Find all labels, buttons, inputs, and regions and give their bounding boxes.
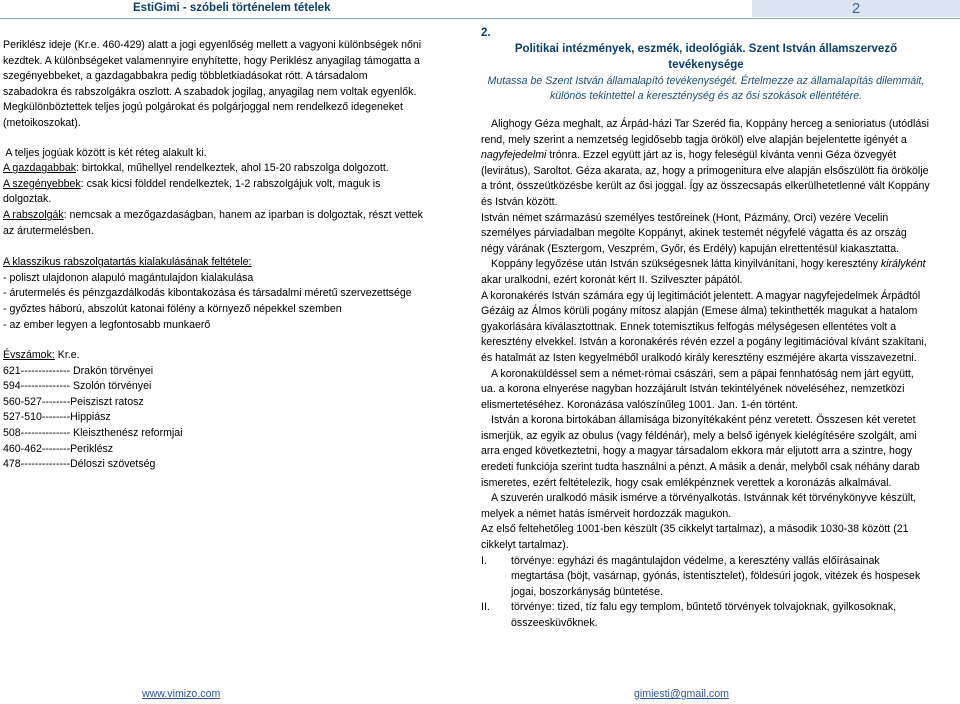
law-number: I. — [481, 554, 487, 567]
email-link[interactable]: gimiesti@gmail.com — [634, 688, 729, 700]
date-item: 621-------------- Drakón törvényei — [3, 364, 154, 377]
poor-text: : csak kicsi földdel rendelkeztek, 1-2 rabszolgájuk volt, maguk is dolgoztak. — [3, 177, 381, 206]
text-run: trónra. Ezzel együtt járt az is, hogy feleségül kívánta venni Géza özvegyét (levirátus), Saroltot. Géza akarata, az, hogy a primogenitura elve alapján elsőszülött fia örökölje a trónt, összeütközésbe került az ősi joggal. Így az összecsapás elkerülhetetlenné vált Koppány és István között. — [481, 149, 930, 208]
text-run-italic: királyként — [880, 258, 926, 271]
intro-paragraph: Periklész ideje (Kr.e. 460-429) alatt a jogi egyenlőség mellett a vagyoni különbségek nőni kezdtek. A különbségeket valamennyire enyhítette, hogy Periklész anyagilag támogatta a szegényebbeket, a gazdagabbakra pedig többletkiadásokat rótt. A társadalom szabadokra és rabszolgákra oszlott. A szabadok jogilag, anyagilag nem voltak egyenlők. Megkülönböztettek teljes jogú polgárokat és polgárjoggal nem rendelkező idegeneket (metoikoszokat). — [3, 39, 422, 129]
poor-paragraph — [3, 177, 423, 208]
condition-item: - az ember legyen a legfontosabb munkaerő — [3, 318, 211, 331]
rich-paragraph — [3, 161, 423, 177]
header-rule — [0, 18, 960, 19]
dates-label: Évszámok: — [3, 349, 55, 362]
body-paragraph — [481, 117, 931, 211]
spacer — [3, 132, 423, 146]
text-run-italic: nagyfejedelmi — [481, 149, 547, 162]
date-item: 560-527--------Peisziszt ratosz — [3, 395, 144, 408]
law-text: törvénye: tized, tíz falu egy templom, bűntető törvények tolvajoknak, gyilkosoknak, összeesküvőknek. — [511, 601, 897, 629]
body-paragraph: István a korona birtokában államisága bizonyítékaként pénz veretett. Összesen két veretet ismerjük, az egyik az obulus (vagy féldénár), mely a belső igények kielégítésére szolgált, ami arra enged következtetni, hogy a magyar társadalom ekkora már eljutott arra a szintre, hogy eredeti funkciója szerint tudta használni a pénzt. A másik a denár, melyből csak néhány darab ismeretes, ezért feltételezik, hogy csak emlékpénznek verettek a koronázás alkalmával. — [481, 414, 920, 489]
slave-label: A rabszolgák — [3, 208, 64, 221]
date-item: 508-------------- Kleiszthenész reformjai — [3, 427, 183, 440]
right-column — [481, 25, 931, 632]
page-number: 2 — [851, 0, 861, 17]
left-column — [3, 38, 423, 473]
two-layers-line: A teljes jogúak között is két réteg alakult ki. — [3, 146, 207, 159]
text-run: Alighogy Géza meghalt, az Árpád-házi Tar Szeréd fia, Koppány herceg a senioriatus (utódlási rend, mely szerint a nemzetség legidősebb tagja örököl) elve alapján bejelentette igényét a — [481, 118, 929, 146]
spacer — [481, 104, 931, 117]
condition-item: - árutermelés és pénzgazdálkodás kibontakozása és társadalmi méretű szervezettsége — [3, 287, 412, 300]
conditions-title: A klasszikus rabszolgatartás kialakulásának feltétele: — [3, 256, 252, 269]
text-run: Koppány legyőzése után István szükségesnek látta kinyilvánítani, hogy keresztény — [491, 258, 881, 271]
law-text: törvénye: egyházi és magántulajdon védelme, a keresztény vallás előírásainak megtartása (böjt, vasárnap, gyónás, istentisztelet), földesúri jogok, vitézek és hospesek jogai, boszorkányság büntetése. — [511, 554, 921, 598]
body-paragraph: A koronaküldéssel sem a német-római császári, sem a pápai fennhatóság nem járt együtt, ua. a korona elnyerése nagyban hozzájárult István tekintélyének növeléséhez, nemzetközi elismertetéséhez. Koronázása valószínűleg 1001. Jan. 1-én történt. — [481, 367, 914, 411]
law-number: II. — [481, 601, 490, 614]
website-link[interactable]: www.vimizo.com — [142, 688, 221, 700]
date-item: 478--------------Déloszi szövetség — [3, 458, 156, 471]
date-item: 527-510--------Hippiász — [3, 411, 111, 424]
date-item: 594-------------- Szolón törvényei — [3, 380, 152, 393]
law-item — [481, 554, 931, 601]
rich-label: A gazdagabbak — [3, 162, 77, 175]
condition-item: - győztes háború, abszolút katonai fölény a környező népekkel szemben — [3, 302, 342, 315]
body-paragraph: Az első feltehetőleg 1001-ben készült (35 cikkelyt tartalmaz), a második 1030-38 között (21 cikkelyt tartalmaz). — [481, 523, 909, 552]
task-description: Mutassa be Szent István államalapító tevékenységét. Értelmezze az államalapítás dilemmáit, különös tekintettel a kereszténység és az ősi szokások ellentétére. — [487, 75, 925, 102]
dates-heading — [3, 348, 423, 364]
date-item: 460-462--------Periklész — [3, 442, 114, 455]
page-number-box — [752, 0, 960, 17]
rich-text: : birtokkal, műhellyel rendelkeztek, ahol 15-20 rabszolga dolgozott. — [76, 162, 389, 175]
spacer — [3, 239, 423, 255]
section-body — [481, 117, 931, 632]
body-paragraph: A szuverén uralkodó másik ismérve a törvényalkotás. Istvánnak két törvénykönyve készült, melyek a német hatás ismérveit hordozzák magukon. — [481, 492, 917, 520]
condition-item: - poliszt ulajdonon alapuló magántulajdon kialakulása — [3, 271, 254, 284]
spacer — [3, 333, 423, 348]
text-run: akar uralkodni, ezért koronát kért II. Szilveszter pápától. — [481, 273, 743, 286]
body-paragraph: A koronakérés István számára egy új legitimációt jelentett. A magyar nagyfejedelmek Árpádtól Gézáig az Álmos körüli pogány mítosz alapján (Emese álma) tekinthették magukat a hatalom gyakorlására kiválasztottnak. Ennek totemisztikus felfogás mélységesen ellentétes volt a keresztény elvekkel. István a koronakérés révén ezzel a pogány legitimációval kívánt szakítani, és hatalmát az Isten kegyelméből uralkodó király kereszténу eszméjére akarta visszavezetni. — [481, 289, 927, 364]
body-paragraph — [481, 257, 931, 288]
law-item — [481, 600, 931, 631]
body-paragraph: István német származású személyes testőreinek (Hont, Pázmány, Orci) vezére Vecelin személyes párviadalban megölte Koppányt, akinek testemét négyfelé vágatta és az ország négy várának (Esztergom, Veszprém, Győr, és Erdély) kapuján elrettentésül kiakasztatta. — [481, 211, 907, 255]
dates-suffix: Kr.e. — [54, 349, 80, 362]
slave-paragraph — [3, 208, 423, 239]
poor-label: A szegényebbek — [3, 177, 81, 190]
page-header — [0, 0, 960, 20]
document-title: EstiGimi - szóbeli történelem tételek — [133, 2, 331, 14]
section-title: Politikai intézmények, eszmék, ideológiák. Szent István államszervező tevékenysége — [514, 43, 898, 71]
slave-text: : nemcsak a mezőgazdaságban, hanem az iparban is dolgoztak, részt vettek az árutermelésben. — [3, 208, 423, 237]
section-number: 2. — [481, 27, 491, 39]
